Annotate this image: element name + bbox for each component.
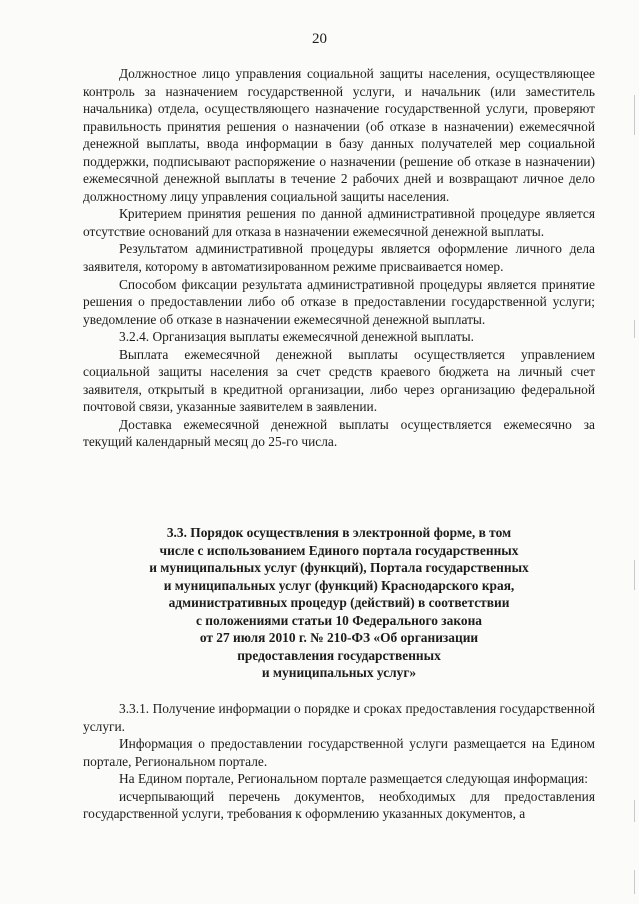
page-number: 20 [312,31,327,47]
heading-line: от 27 июля 2010 г. № 210-ФЗ «Об организации [199,630,479,646]
paragraph: Информация о предоставлении государственной услуги размещается на Едином портале, Региональном портале. [83,736,595,769]
heading-line: и муниципальных услуг (функций), Портала государственных [149,560,529,576]
section-heading [83,524,595,682]
text-section-bottom [83,700,595,823]
scan-edge-mark [634,320,635,338]
heading-line: предоставления государственных [237,647,441,663]
heading-line: числе с использованием Единого портала государственных [159,542,519,558]
paragraph: Критерием принятия решения по данной административной процедуре является отсутствие оснований для отказа в назначении ежемесячной денежной выплаты. [83,206,595,239]
paragraph: Результатом административной процедуры является оформление личного дела заявителя, которому в автоматизированном режиме присваивается номер. [83,241,595,275]
heading-line: 3.3. Порядок осуществления в электронной форме, в том [166,525,512,540]
paragraph: исчерпывающий перечень документов, необходимых для предоставления государственной услуги, требования к оформлению указанных документов, а [83,788,595,822]
scan-edge-mark [634,560,635,590]
scan-edge-mark [634,95,635,135]
paragraph: Должностное лицо управления социальной защиты населения, осуществляющее контроль за назначением государственной услуги, и начальник (или заместитель начальника) отдела, осуществляющего назначение государственной услуги, проверяют правильность принятия решения о назначении (об отказе в назначении) ежемесячной денежной выплаты, ввода информации в базу данных получателей мер социальной поддержки, подписывают распоряжение о назначении (решение об отказе в назначении) ежемесячной денежной выплаты в течение 2 рабочих дней и возвращают личное дело должностному лицу управления социальной защиты населения. [83,66,595,204]
paragraph: Способом фиксации результата административной процедуры является принятие решения о предоставлении либо об отказе в предоставлении государственной услуги; уведомление об отказе в назначении ежемесячной денежной выплаты. [83,276,595,327]
heading-line: с положениями статьи 10 Федерального закона [196,612,482,628]
paragraph: Выплата ежемесячной денежной выплаты осуществляется управлением социальной защиты населения за счет средств краевого бюджета на личный счет заявителя, открытый в кредитной организации, либо через организацию федеральной почтовой связи, указанные заявителем в заявлении. [83,346,595,415]
paragraph: 3.3.1. Получение информации о порядке и сроках предоставления государственной услуги. [83,701,595,734]
paragraph: 3.2.4. Организация выплаты ежемесячной денежной выплаты. [119,329,475,345]
text-section-top [83,65,595,451]
heading-line: и муниципальных услуг» [261,665,417,681]
scan-edge-mark [634,870,635,894]
heading-line: административных процедур (действий) в соответствии [168,595,510,611]
scan-edge-mark [634,800,635,822]
heading-line: и муниципальных услуг (функций) Краснодарского края, [163,577,515,593]
paragraph: На Едином портале, Региональном портале размещается следующая информация: [119,771,588,787]
paragraph: Доставка ежемесячной денежной выплаты осуществляется ежемесячно за текущий календарный месяц до 25-го числа. [83,416,595,450]
